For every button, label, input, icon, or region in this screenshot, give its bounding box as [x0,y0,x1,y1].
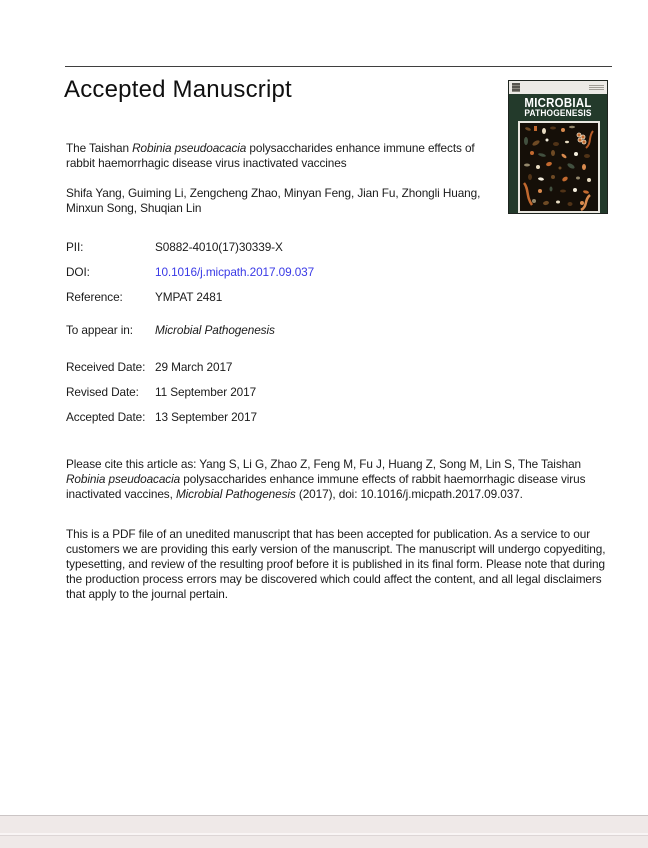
received-date-label: Received Date: [66,360,146,374]
to-appear-label: To appear in: [66,323,133,337]
received-date-value: 29 March 2017 [155,360,233,374]
meta-row-doi [66,265,314,280]
page-edge-divider [0,833,648,836]
to-appear-journal: Microbial Pathogenesis [155,323,275,337]
accepted-date-label: Accepted Date: [66,410,146,424]
to-appear-row [66,323,275,348]
citation-journal-italic: Microbial Pathogenesis [175,487,296,501]
date-row-accepted [66,410,257,425]
accepted-date-value: 13 September 2017 [155,410,257,424]
authors-line2: Minxun Song, Shuqian Lin [66,201,202,215]
disclaimer-paragraph: This is a PDF file of an unedited manuscript that has been accepted for publication. As a service to our customers we are providing this early version of the manuscript. The manuscript will undergo copyediting, typesetting, and review of the resulting proof before it is published in its final form. Please note that during the production process errors may be discovered which could affect the content, and all legal disclaimers that apply to the journal pertain. [66,527,606,601]
citation-paragraph: Please cite this article as: Yang S, Li G, Zhao Z, Feng M, Fu J, Huang Z, Song M, Lin S, The Taishan Robinia pseudoacacia polysaccharides enhance immune effects of rabbit haemorrhagic disease virus inactivated vaccines, Microbial Pathogenesis (2017), doi: 10.1016/j.micpath.2017.09.037. [66,457,586,501]
publisher-logo-icon [512,83,520,92]
cover-journal-title-line1: MICROBIAL [524,95,592,110]
pii-label: PII: [66,240,84,254]
page-heading: Accepted Manuscript [64,76,292,103]
reference-label: Reference: [66,290,123,304]
doi-link[interactable]: 10.1016/j.micpath.2017.09.037 [155,265,315,279]
paper-title-line2: rabbit haemorrhagic disease virus inactivated vaccines [66,156,347,170]
species-name-italic: Robinia pseudoacacia [132,141,247,155]
dates-table [66,360,257,435]
paper-title-line1: The Taishan Robinia pseudoacacia polysaccharides enhance immune effects of [66,141,475,155]
heading-rule [65,66,612,67]
cover-small-print [589,85,604,90]
authors [66,186,566,216]
pii-value: S0882-4010(17)30339-X [155,240,283,254]
meta-row-pii [66,240,314,255]
meta-table [66,240,314,315]
date-row-received [66,360,257,375]
reference-value: YMPAT 2481 [155,290,223,304]
cover-journal-title-line2: PATHOGENESIS [524,108,592,119]
revised-date-label: Revised Date: [66,385,139,399]
date-row-revised [66,385,257,400]
viewer-background [0,815,648,848]
authors-line1: Shifa Yang, Guiming Li, Zengcheng Zhao, Minyan Feng, Jian Fu, Zhongli Huang, [66,186,481,200]
paper-title [66,141,566,171]
doi-label: DOI: [66,265,90,279]
cover-header [509,81,607,94]
citation-species-italic: Robinia pseudoacacia [66,472,181,486]
revised-date-value: 11 September 2017 [155,385,257,399]
meta-row-reference [66,290,314,305]
